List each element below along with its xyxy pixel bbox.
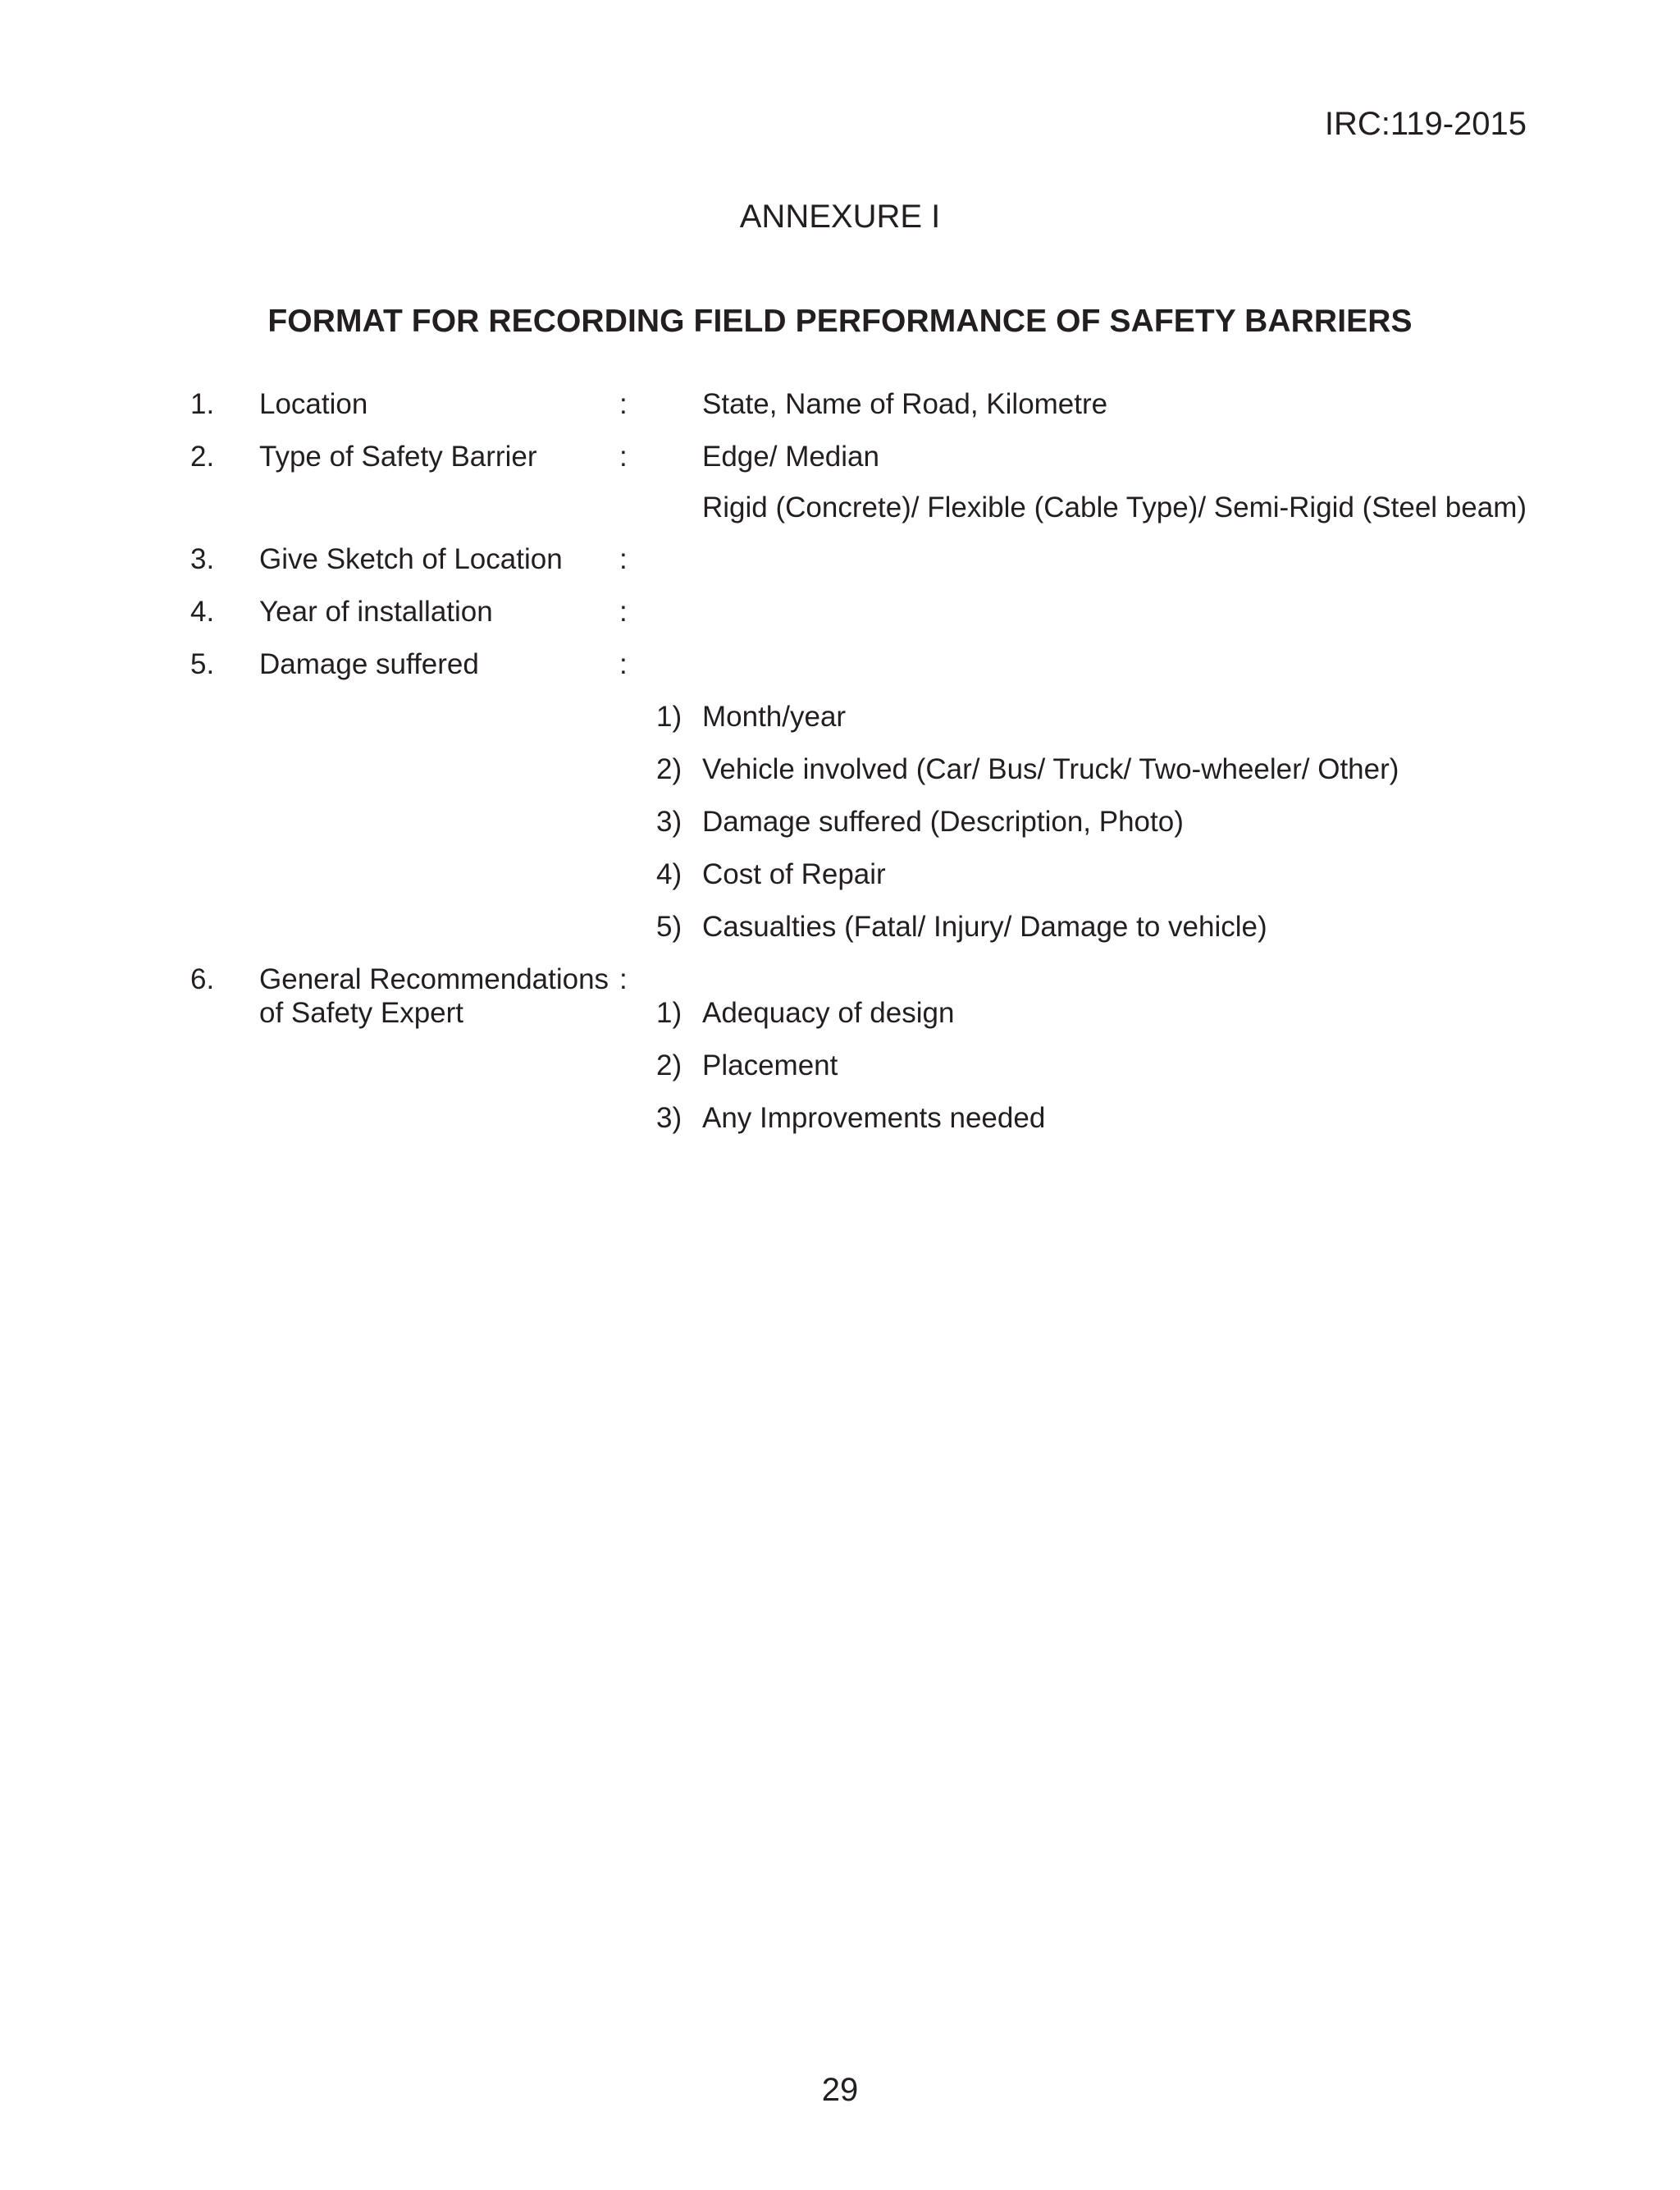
item-label: Type of Safety Barrier <box>259 441 537 473</box>
item-number: 3. <box>190 543 215 575</box>
sub-item-text: Placement <box>702 1049 838 1081</box>
sub-item-text: Month/year <box>702 701 847 733</box>
sub-item-text: Casualties (Fatal/ Injury/ Damage to vehicle) <box>702 911 1267 943</box>
sub-item-number: 2) <box>656 1049 682 1081</box>
annexure-heading: ANNEXURE I <box>739 199 941 235</box>
item-label: Damage suffered <box>259 648 479 680</box>
item-colon: : <box>619 648 628 680</box>
item-label: Location <box>259 388 368 420</box>
item-colon: : <box>619 388 628 420</box>
sub-item-number: 1) <box>656 701 682 733</box>
sub-item-number: 4) <box>656 858 682 890</box>
item-colon: : <box>619 441 628 473</box>
item-number: 1. <box>190 388 215 420</box>
sub-item-number: 1) <box>656 997 682 1029</box>
sub-item-text: Adequacy of design <box>702 997 955 1029</box>
sub-item-number: 3) <box>656 1102 682 1134</box>
item-label: General Recommendations <box>259 963 609 995</box>
sub-item-text: Cost of Repair <box>702 858 886 890</box>
sub-item-text: Damage suffered (Description, Photo) <box>702 806 1184 838</box>
sub-item-text: Vehicle involved (Car/ Bus/ Truck/ Two-wheeler/ Other) <box>702 753 1399 785</box>
document-code: IRC:119-2015 <box>1324 106 1527 142</box>
item-value: State, Name of Road, Kilometre <box>702 388 1108 420</box>
item-label: of Safety Expert <box>259 997 464 1029</box>
page-number: 29 <box>821 2072 859 2108</box>
item-label: Give Sketch of Location <box>259 543 563 575</box>
sub-item-number: 5) <box>656 911 682 943</box>
item-number: 2. <box>190 441 215 473</box>
item-colon: : <box>619 543 628 575</box>
sub-item-text: Any Improvements needed <box>702 1102 1046 1134</box>
sub-item-number: 2) <box>656 753 682 785</box>
item-number: 5. <box>190 648 215 680</box>
item-number: 6. <box>190 963 215 995</box>
item-colon: : <box>619 596 628 628</box>
item-value: Rigid (Concrete)/ Flexible (Cable Type)/ Semi-Rigid (Steel beam) <box>702 491 1527 523</box>
item-number: 4. <box>190 596 215 628</box>
item-value: Edge/ Median <box>702 441 879 473</box>
item-colon: : <box>619 963 628 995</box>
page-title: FORMAT FOR RECORDING FIELD PERFORMANCE OF SAFETY BARRIERS <box>267 304 1413 339</box>
sub-item-number: 3) <box>656 806 682 838</box>
item-label: Year of installation <box>259 596 493 628</box>
